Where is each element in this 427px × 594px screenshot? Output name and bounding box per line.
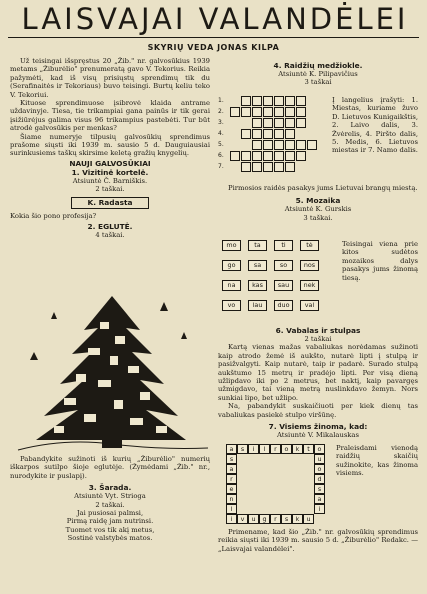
charade-line-3: Tuomet vos tik akį metus, bbox=[65, 525, 155, 534]
mosaic-piece: nos bbox=[300, 260, 319, 271]
frame-letter: l bbox=[259, 444, 270, 454]
puzzle-1-author: Atsiuntė Č. Barniškis. bbox=[72, 176, 148, 185]
puzzle-2-points: 4 taškai. bbox=[95, 231, 125, 240]
puzzle-6-title: 6. Vabalas ir stulpas bbox=[275, 326, 361, 335]
puzzle-5-points: 3 taškai. bbox=[303, 213, 333, 222]
puzzle-6-block bbox=[218, 326, 418, 439]
new-puzzles-heading: NAUJI GALVOSŪKIAI bbox=[69, 158, 151, 168]
frame-letter: d bbox=[314, 474, 325, 484]
mosaic-piece: sau bbox=[274, 280, 293, 291]
letter-box[interactable] bbox=[263, 96, 273, 106]
letter-box[interactable] bbox=[241, 129, 251, 139]
letter-box[interactable] bbox=[274, 96, 284, 106]
frame-letter: t bbox=[303, 444, 314, 454]
grid-row-number: 3. bbox=[218, 119, 224, 126]
letter-box[interactable] bbox=[274, 162, 284, 172]
letter-box[interactable] bbox=[285, 140, 295, 150]
puzzle-4-header bbox=[218, 61, 418, 87]
frame-letter: e bbox=[226, 484, 237, 494]
business-card: K. Radasta bbox=[71, 197, 150, 209]
puzzle-4-footer-text: Pirmosios raidės pasakys jums Lietuvai brangų miestą. bbox=[228, 184, 418, 192]
puzzle-3-author: Atsiuntė Vyt. Strioga bbox=[74, 492, 146, 501]
frame-letter: o bbox=[314, 464, 325, 474]
letter-frame bbox=[226, 444, 330, 522]
frame-letter: r bbox=[270, 514, 281, 524]
letter-box[interactable] bbox=[274, 107, 284, 117]
mosaic-piece: so bbox=[274, 260, 293, 271]
letter-box[interactable] bbox=[252, 96, 262, 106]
mosaic-piece: duo bbox=[274, 300, 293, 311]
grid-row-number: 2. bbox=[218, 108, 224, 115]
puzzle-4-footer bbox=[218, 184, 418, 222]
letter-box[interactable] bbox=[296, 96, 306, 106]
intro-paragraph-1: Už teisingai išspręstus 20 „Žib." nr. galvosūkius 1939 metams „Žiburėlio" prenumeratą gavo V. Tekorius. Reikia pažymėti, kad iš visų prisiųstų sprendimų tik du (Serafinaitės ir Tekoriaus) buvo teisingi. Burtų keliu teko V. Tekoriui. bbox=[10, 57, 210, 99]
frame-letter: u bbox=[314, 454, 325, 464]
puzzle-1-points: 2 taškai. bbox=[95, 185, 125, 194]
frame-letter: r bbox=[226, 474, 237, 484]
frame-letter: n bbox=[226, 494, 237, 504]
grid-row-number: 4. bbox=[218, 130, 224, 137]
mosaic-grid bbox=[222, 240, 334, 320]
letter-box[interactable] bbox=[274, 151, 284, 161]
letter-box[interactable] bbox=[274, 118, 284, 128]
frame-letter: s bbox=[281, 514, 292, 524]
title-rule bbox=[8, 37, 419, 38]
frame-letter: r bbox=[270, 444, 281, 454]
charade-line-1: Jai pusiosai palmsi, bbox=[76, 509, 144, 518]
letter-box[interactable] bbox=[307, 140, 317, 150]
letter-box[interactable] bbox=[241, 96, 251, 106]
letter-box[interactable] bbox=[263, 151, 273, 161]
frame-letter: u bbox=[248, 514, 259, 524]
letter-box[interactable] bbox=[241, 107, 251, 117]
mosaic-piece: ti bbox=[274, 240, 293, 251]
letter-hunt-grid bbox=[218, 96, 328, 178]
puzzle-3-points: 2 taškai. bbox=[95, 500, 125, 509]
page-title: LAISVAJAI VALANDĖLEI bbox=[21, 2, 409, 36]
frame-letter: s bbox=[237, 444, 248, 454]
puzzle-7-text: Praleisdami vienodą raidžių skaičių sužinokite, kas žinoma visiems. bbox=[336, 444, 418, 478]
puzzle-2-title: 2. EGLUTĖ. bbox=[87, 222, 133, 232]
intro-paragraph-3: Šiame numeryje tilpusių galvosūkių sprendimus prašome siųsti iki 1939 m. sausio 5 d. Dauguiausiai surinkusiems taškų skirsime keletą gražių knygelių. bbox=[10, 132, 210, 158]
puzzle-2-text: Pabandykite sužinoti iš kurių „Žiburėlio" numerių iškarpos sutilpo šioje eglutėje. (Žymėdami „Žib." nr., nurodykite ir puslapį). bbox=[10, 455, 210, 480]
grid-row-number: 5. bbox=[218, 141, 224, 148]
frame-letter: k bbox=[292, 514, 303, 524]
letter-box[interactable] bbox=[263, 129, 273, 139]
letter-box[interactable] bbox=[285, 162, 295, 172]
letter-box[interactable] bbox=[252, 162, 262, 172]
letter-box[interactable] bbox=[252, 129, 262, 139]
mosaic-piece: vo bbox=[222, 300, 241, 311]
intro-paragraph-2: Kituose sprendimuose įsibrovė klaida antrame uždavinyje. Tiesa, tie trikampiai gana painūs ir tik gerai įsižiūrėjus galima visus 96 trikampius pastebėti. Tur būt atrodė galvosūkis per menkas? bbox=[10, 99, 210, 133]
grid-row-number: 1. bbox=[218, 97, 224, 104]
charade-line-4: Sostinė valstybės matos. bbox=[67, 534, 153, 543]
letter-box[interactable] bbox=[296, 107, 306, 117]
puzzle-3-title: 3. Šarada. bbox=[88, 483, 132, 493]
closing-note bbox=[218, 528, 418, 553]
mosaic-piece: go bbox=[222, 260, 241, 271]
fir-tree-illustration bbox=[14, 292, 210, 452]
section-editor: SKYRIŲ VEDA JONAS KILPA bbox=[147, 43, 280, 52]
puzzle-4-clues: Į langelius įrašyti: 1. Miestas, kuriame žuvo D. Lietuvos Kunigaikštis, 2. Laivo dalis, 3. Žvėrelis, 4. Piršto dalis, 5. Medis, 6. Lietuvos miestas ir 7. Namo dalis. bbox=[332, 96, 418, 155]
letter-box[interactable] bbox=[230, 151, 240, 161]
letter-box[interactable] bbox=[296, 140, 306, 150]
puzzle-5-title: 5. Mozaika bbox=[295, 196, 341, 206]
frame-letter: i bbox=[314, 504, 325, 514]
letter-box[interactable] bbox=[296, 118, 306, 128]
frame-letter: s bbox=[314, 484, 325, 494]
letter-box[interactable] bbox=[252, 118, 262, 128]
left-column-lower bbox=[10, 455, 210, 543]
letter-box[interactable] bbox=[263, 118, 273, 128]
grid-row-number: 6. bbox=[218, 152, 224, 159]
frame-letter: i bbox=[226, 514, 237, 524]
frame-letter: k bbox=[292, 444, 303, 454]
puzzle-6-text: Kartą vienas mažas vabaliukas norėdamas sužinoti kaip atrodo žemė iš aukšto, nutarė lipti į stulpą ir pasižvalgyti. Kaip nutarė, taip ir padarė. Surado stulpą aukštumo 15 metrų ir pradėjo lipti. Per visą dieną užlipdavo iki po 2 metrus, bet naktį, kaip pavargęs užmigdavo, tai vieną metrą nuslinkdavo žemyn. Nors sunkiai lipo, bet užlipo. bbox=[218, 343, 418, 402]
mosaic-piece: sa bbox=[248, 260, 267, 271]
puzzle-1-question: Kokia šio pono profesija? bbox=[10, 211, 97, 220]
puzzle-1-title: 1. Vizitinė kortelė. bbox=[71, 167, 149, 177]
closing-text: Primename, kad šio „Žib." nr. galvosūkių sprendimus reikia siųsti iki 1939 m. sausio 5 d. „Žiburėlio" Redakc. — „Laisvajai valandėlei". bbox=[218, 528, 418, 553]
letter-box[interactable] bbox=[285, 129, 295, 139]
letter-box[interactable] bbox=[252, 140, 262, 150]
left-column bbox=[10, 57, 210, 240]
mosaic-piece: ta bbox=[248, 240, 267, 251]
letter-box[interactable] bbox=[274, 129, 284, 139]
mosaic-piece: na bbox=[222, 280, 241, 291]
letter-box[interactable] bbox=[285, 118, 295, 128]
frame-letter: a bbox=[226, 444, 237, 454]
puzzle-6-question: Na, pabandykit suskaičiuoti per kiek dienų tas vabaliukas pasiekė stulpo viršūnę. bbox=[218, 402, 418, 419]
puzzle-7-title: 7. Visiems žinoma, kad: bbox=[268, 422, 368, 432]
frame-letter: o bbox=[314, 444, 325, 454]
puzzle-4-title: 4. Raidžių medžiokle. bbox=[273, 61, 363, 70]
letter-box[interactable] bbox=[285, 151, 295, 161]
letter-box[interactable] bbox=[263, 140, 273, 150]
frame-letter: a bbox=[314, 494, 325, 504]
frame-letter: l bbox=[226, 504, 237, 514]
frame-letter: a bbox=[226, 464, 237, 474]
grid-row-number: 7. bbox=[218, 163, 224, 170]
letter-box[interactable] bbox=[252, 151, 262, 161]
mosaic-piece: lau bbox=[248, 300, 267, 311]
mosaic-piece: kas bbox=[248, 280, 267, 291]
puzzle-5-text: Teisingai viena prie kitos sudėtos mozaikos dalys pasakys jums žinomą tiesą. bbox=[342, 240, 418, 282]
letter-box[interactable] bbox=[241, 151, 251, 161]
puzzle-4-points: 3 taškai bbox=[304, 78, 332, 87]
puzzle-6-points: 2 taškai bbox=[304, 335, 332, 343]
frame-letter: g bbox=[259, 514, 270, 524]
mosaic-piece: val bbox=[300, 300, 319, 311]
mosaic-piece: nek bbox=[300, 280, 319, 291]
letter-box[interactable] bbox=[296, 151, 306, 161]
puzzle-5-author: Atsiuntė K. Gurskis bbox=[284, 205, 352, 214]
puzzle-4-author: Atsiuntė K. Pilipavičius bbox=[278, 70, 358, 78]
letter-box[interactable] bbox=[263, 107, 273, 117]
mosaic-piece: tė bbox=[300, 240, 319, 251]
letter-box[interactable] bbox=[285, 107, 295, 117]
letter-box[interactable] bbox=[252, 107, 262, 117]
mosaic-piece: mo bbox=[222, 240, 241, 251]
letter-box[interactable] bbox=[230, 107, 240, 117]
frame-letter: i bbox=[248, 444, 259, 454]
frame-letter: v bbox=[237, 514, 248, 524]
letter-box[interactable] bbox=[285, 96, 295, 106]
charade-line-2: Pirmą raidę jam nutrinsi. bbox=[66, 517, 154, 526]
letter-box[interactable] bbox=[274, 140, 284, 150]
puzzle-7-author: Atsiuntė V. Mikalauskas bbox=[277, 431, 359, 440]
frame-letter: s bbox=[226, 454, 237, 464]
letter-box[interactable] bbox=[263, 162, 273, 172]
frame-letter: u bbox=[303, 514, 314, 524]
frame-letter: o bbox=[281, 444, 292, 454]
letter-box[interactable] bbox=[241, 162, 251, 172]
